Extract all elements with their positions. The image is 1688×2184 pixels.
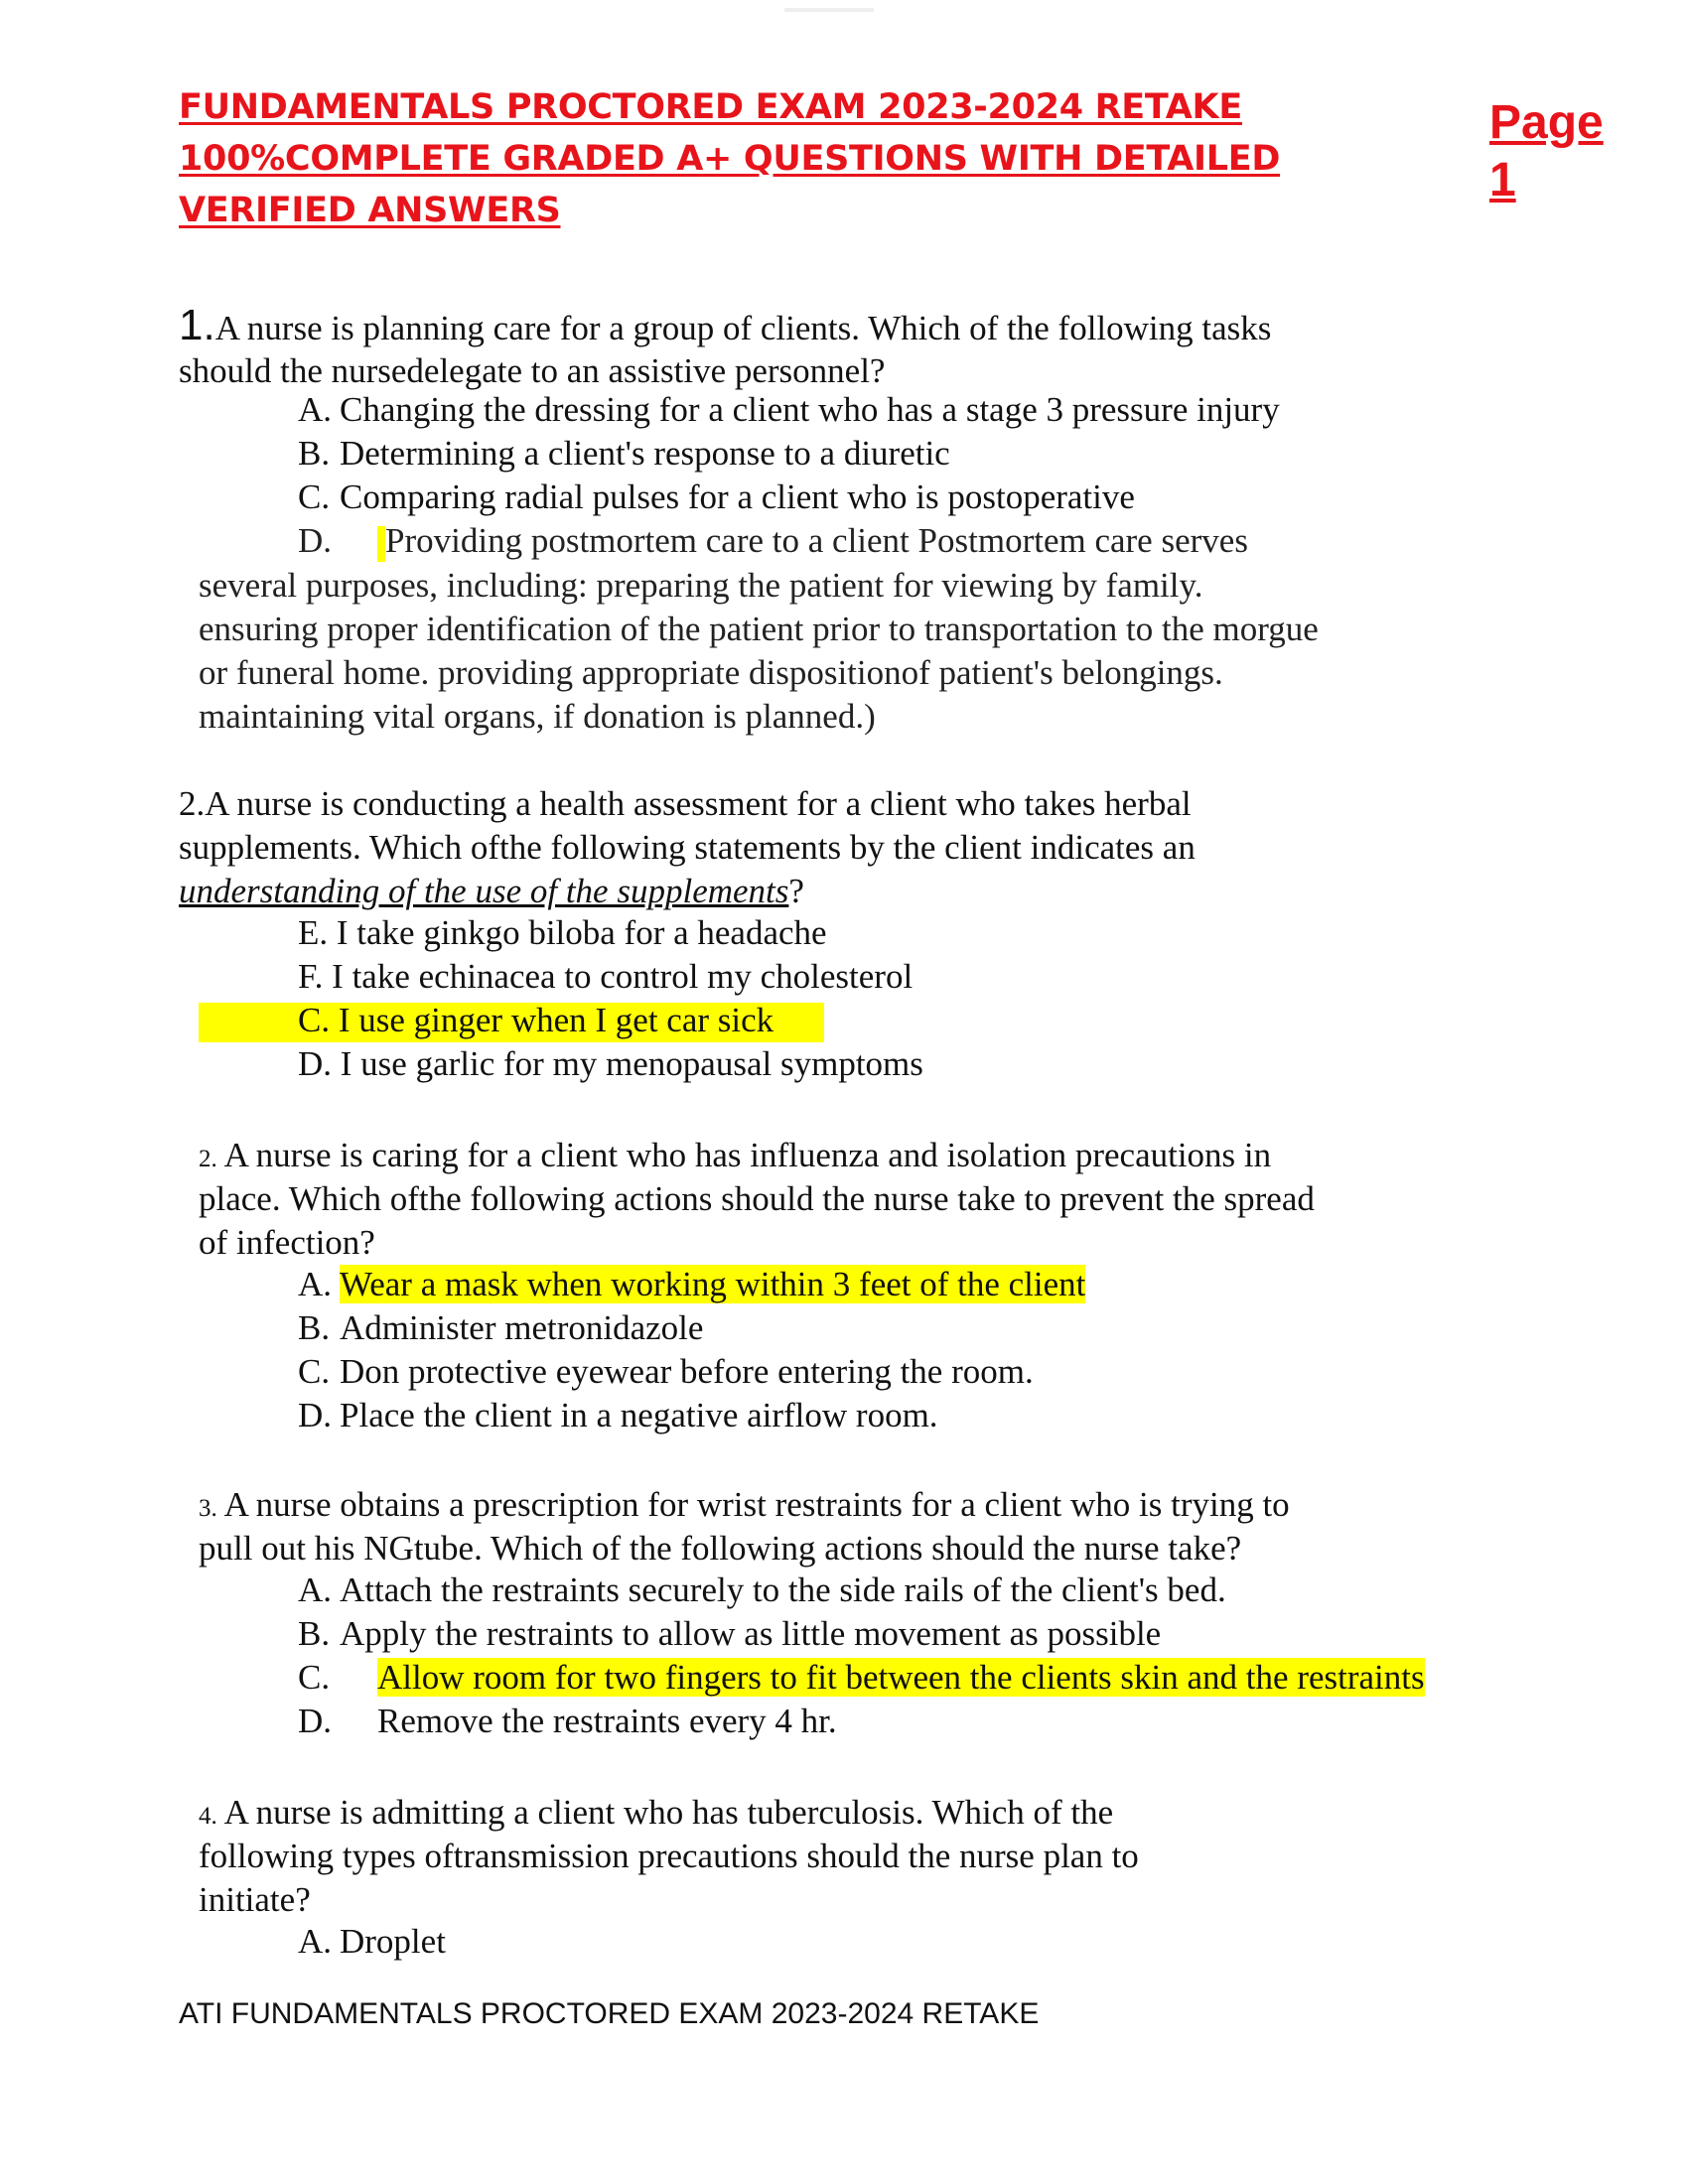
question-3-option-c: C. Don protective eyewear before entering the room. [298,1352,1034,1391]
question-2-line1: 2.A nurse is conducting a health assessment for a client who takes herbal [179,784,1192,823]
question-1-explanation-3: or funeral home. providing appropriate dispositionof patient's belongings. [199,653,1223,692]
question-2-option-f: F. I take echinacea to control my cholesterol [298,957,914,996]
question-4-option-b: B. Apply the restraints to allow as little movement as possible [298,1614,1162,1653]
question-4-option-a: A. Attach the restraints securely to the side rails of the client's bed. [298,1570,1226,1609]
question-3-option-b: B. Administer metronidazole [298,1308,704,1347]
question-4-line1: 3. A nurse obtains a prescription for wrist restraints for a client who is trying to [199,1485,1290,1524]
page-indicator [1489,94,1604,209]
question-2-line3: understanding of the use of the supplements? [179,872,804,910]
page-label: Page [1489,96,1604,149]
question-5-line2: following types oftransmission precautions should the nurse plan to [199,1837,1139,1875]
question-1-explanation-1: several purposes, including: preparing the patient for viewing by family. [199,566,1203,605]
question-3-line3: of infection? [199,1223,375,1262]
question-1-explanation-2: ensuring proper identification of the patient prior to transportation to the morgue [199,610,1319,648]
question-1-line2: should the nursedelegate to an assistive personnel? [179,351,886,390]
question-2-line2: supplements. Which ofthe following statements by the client indicates an [179,828,1196,867]
question-1-option-a: A. Changing the dressing for a client who has a stage 3 pressure injury [298,390,1280,429]
doc-title-line2: 100%COMPLETE GRADED A+ QUESTIONS WITH DETAILED [179,139,1281,179]
page-footer: ATI FUNDAMENTALS PROCTORED EXAM 2023-2024 RETAKE [179,1997,1040,2030]
doc-title-line3: VERIFIED ANSWERS [179,191,561,230]
question-2-option-d: D. I use garlic for my menopausal symptoms [298,1044,923,1083]
question-4-option-d: D. Remove the restraints every 4 hr. [298,1702,837,1740]
top-artifact [784,8,874,12]
question-4-line2: pull out his NGtube. Which of the following actions should the nurse take? [199,1529,1242,1568]
question-2-option-e: E. I take ginkgo biloba for a headache [298,913,827,952]
question-5-line1: 4. A nurse is admitting a client who has tuberculosis. Which of the [199,1793,1114,1832]
question-3-line1: 2. A nurse is caring for a client who has influenza and isolation precautions in [199,1136,1272,1174]
question-3-option-d: D. Place the client in a negative airflow room. [298,1396,938,1434]
question-5-line3: initiate? [199,1880,311,1919]
question-3-option-a: A. Wear a mask when working within 3 feet of the client [298,1265,1086,1303]
question-2-option-c: C. I use ginger when I get car sick [298,1001,774,1039]
answer-highlight-marker [377,526,385,562]
question-1-number: 1. [179,301,215,349]
doc-title-line1: FUNDAMENTALS PROCTORED EXAM 2023-2024 RETAKE [179,87,1242,127]
page-number: 1 [1489,154,1516,206]
question-1-explanation-4: maintaining vital organs, if donation is planned.) [199,697,876,736]
question-1-line1: 1.A nurse is planning care for a group of clients. Which of the following tasks [179,301,1272,349]
question-3-line2: place. Which ofthe following actions should the nurse take to prevent the spread [199,1179,1315,1218]
question-4-option-c: C. Allow room for two fingers to fit between the clients skin and the restraints [298,1658,1425,1697]
question-1-option-c: C. Comparing radial pulses for a client who is postoperative [298,478,1135,516]
question-1-option-d: D. Providing postmortem care to a client Postmortem care serves [298,521,1248,560]
question-1-option-b: B. Determining a client's response to a diuretic [298,434,950,473]
question-5-option-a: A. Droplet [298,1922,446,1961]
